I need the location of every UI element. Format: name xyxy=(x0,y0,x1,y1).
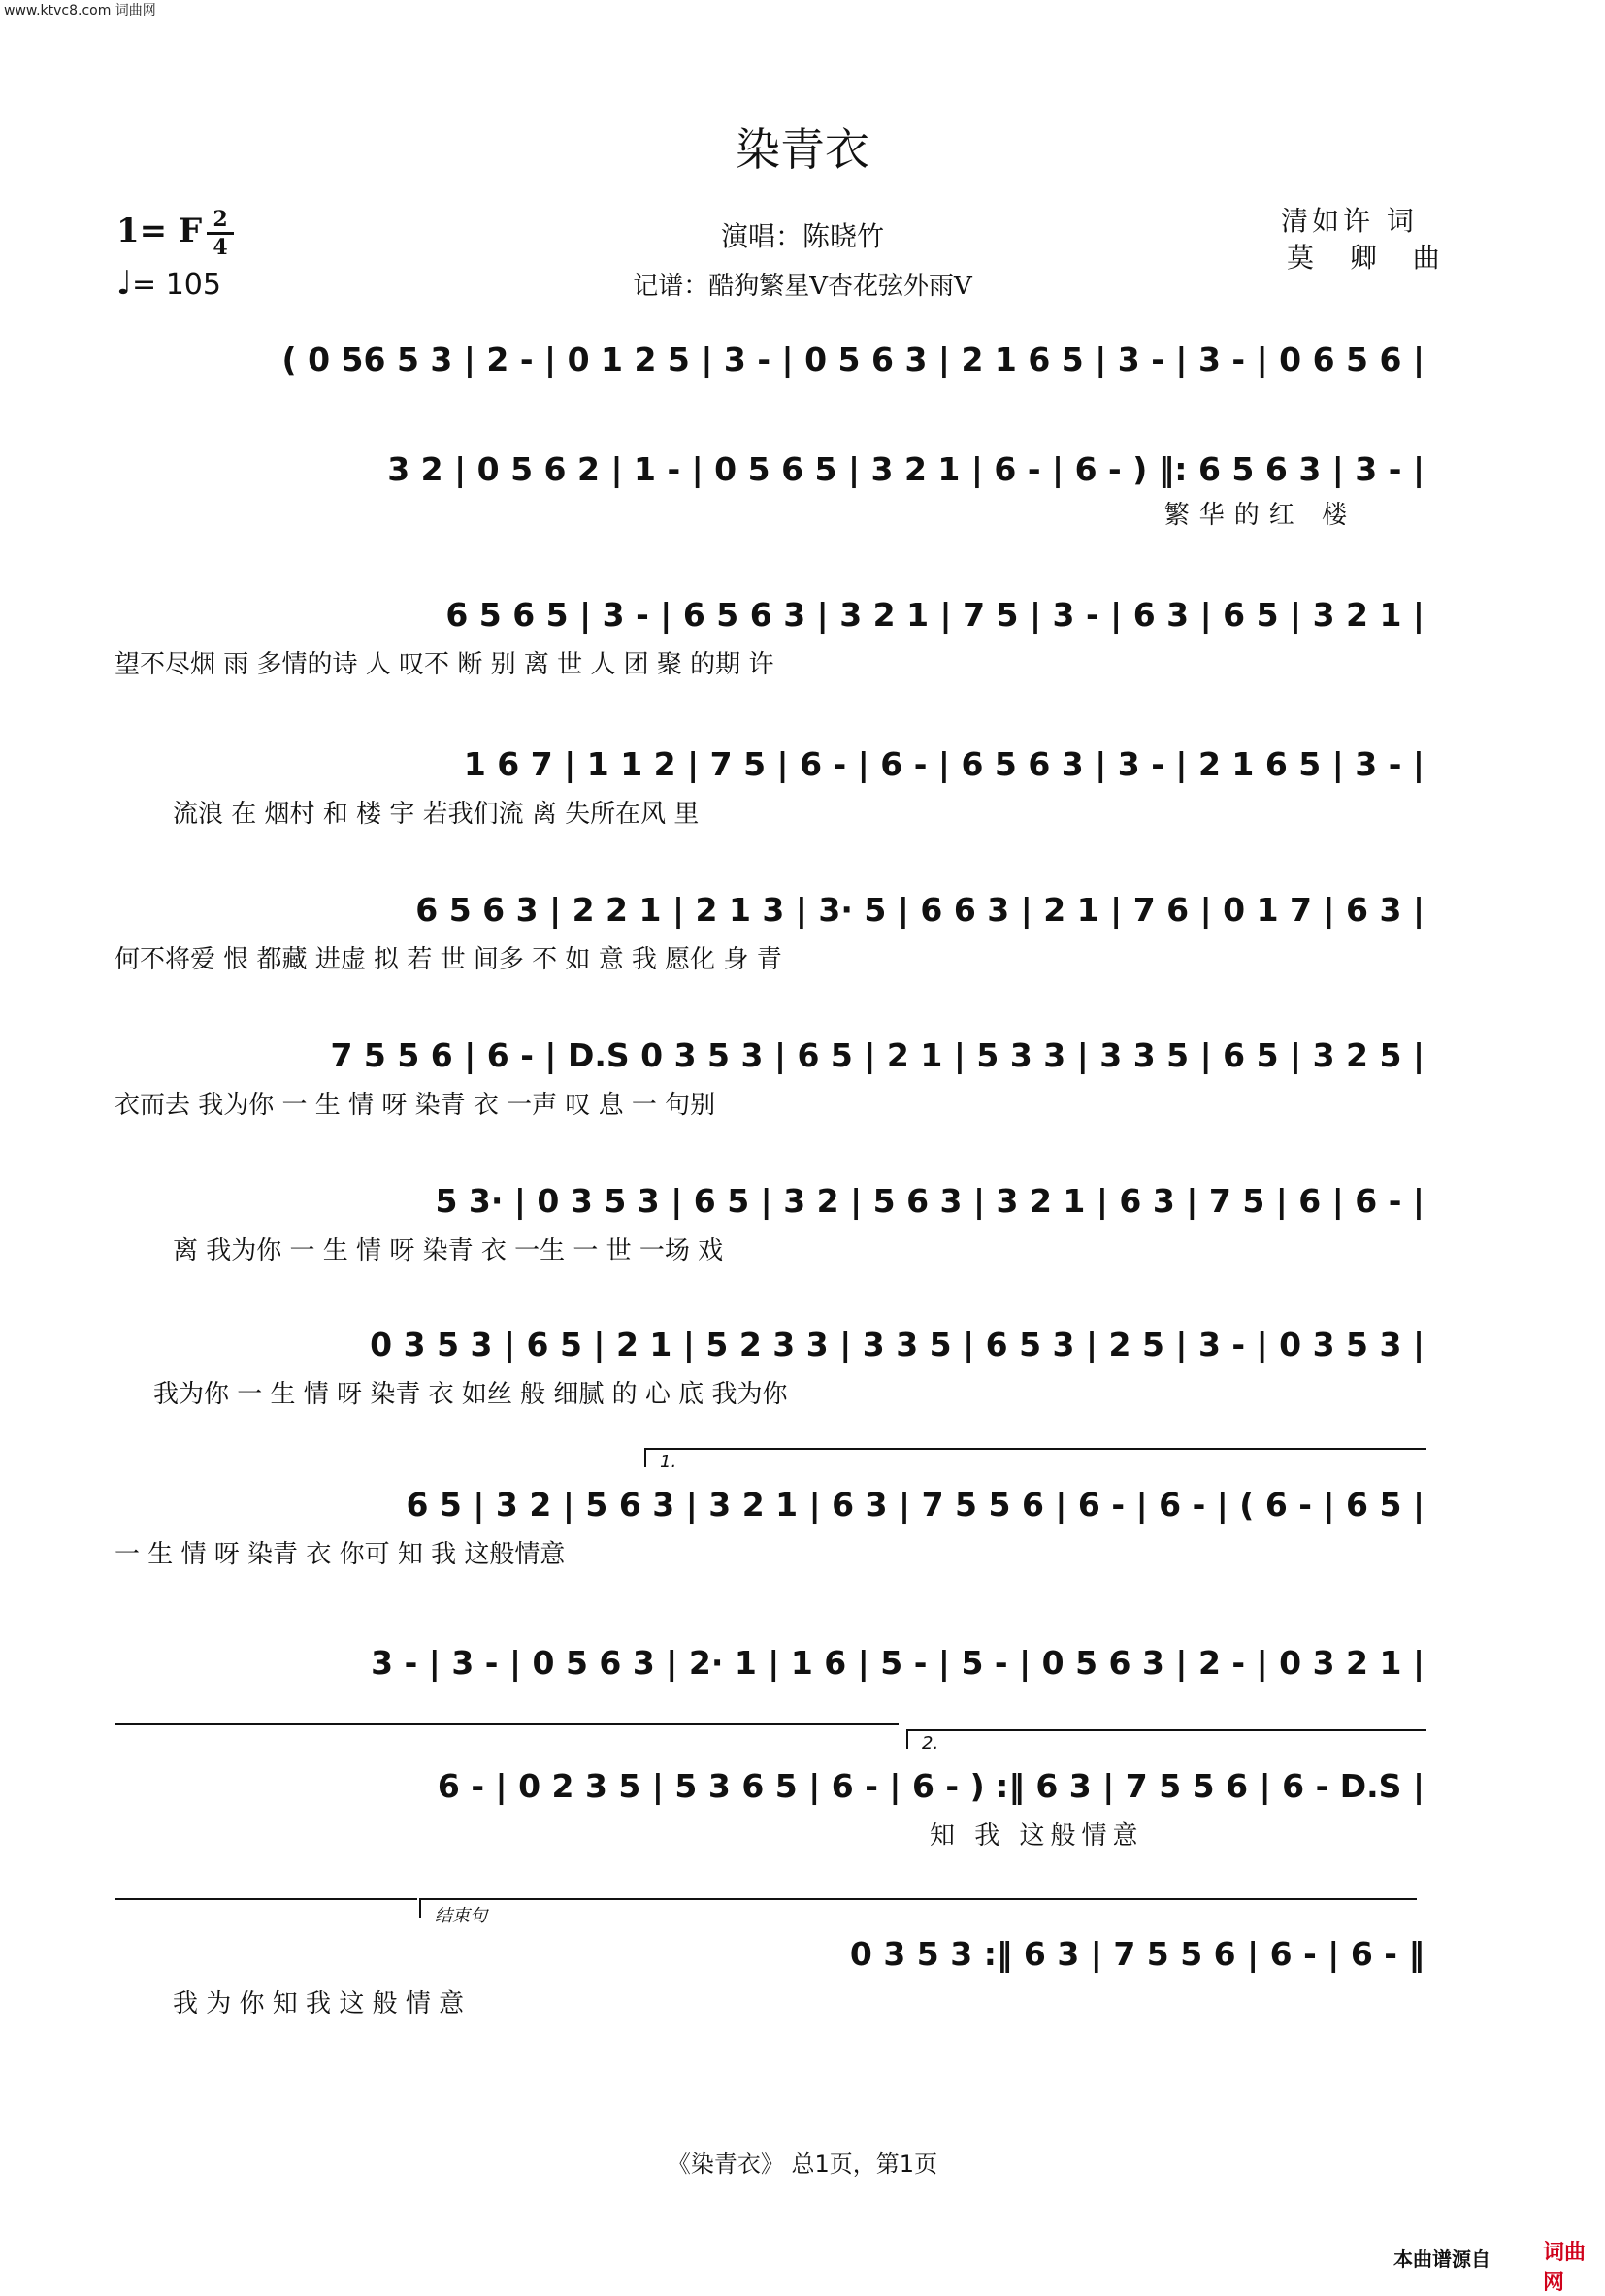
brand-label: 词曲网 xyxy=(1543,2241,1587,2295)
notes-row: 6 5 | 3 2 | 5 6 3 | 3 2 1 | 6 3 | 7 5 5 6 | 6 - | 6 - | ( 6 - | 6 5 | xyxy=(406,1485,1425,1524)
notes-row: 6 5 6 3 | 2 2 1 | 2 1 3 | 3· 5 | 6 6 3 | 2 1 | 7 6 | 0 1 7 | 6 3 | xyxy=(415,890,1425,929)
lyrics-row: 一 生 情 呀 染青 衣 你可 知 我 这般情意 xyxy=(115,1539,566,1569)
notes-row: 7 5 5 6 | 6 - | D.S 0 3 5 3 | 6 5 | 2 1 | 5 3 3 | 3 3 5 | 6 5 | 3 2 5 | xyxy=(330,1035,1425,1074)
notes-row: 6 - | 0 2 3 5 | 5 3 6 5 | 6 - | 6 - ) :‖ 6 3 | 7 5 5 6 | 6 - D.S | xyxy=(437,1766,1425,1805)
lyrics-row: 我 为 你 知 我 这 般 情 意 xyxy=(173,1988,465,2018)
volta-2-label: 2. xyxy=(922,1733,939,1754)
meter-bottom: 4 xyxy=(213,235,228,260)
notes-row: 5 3· | 0 3 5 3 | 6 5 | 3 2 | 5 6 3 | 3 2 1 | 6 3 | 7 5 | 6 | 6 - | xyxy=(435,1181,1425,1220)
notes-row: 3 - | 3 - | 0 5 6 3 | 2· 1 | 1 6 | 5 - | 5 - | 0 5 6 3 | 2 - | 0 3 2 1 | xyxy=(371,1643,1425,1682)
lyrics-row: 我为你 一 生 情 呀 染青 衣 如丝 般 细腻 的 心 底 我为你 xyxy=(153,1379,788,1409)
singer-credit: 演唱：陈晓竹 xyxy=(720,220,884,252)
lyrics-row: 衣而去 我为你 一 生 情 呀 染青 衣 一声 叹 息 一 句别 xyxy=(115,1090,716,1120)
lyrics-row: 流浪 在 烟村 和 楼 宇 若我们流 离 失所在风 里 xyxy=(173,799,700,829)
volta-2-continuation xyxy=(115,1898,417,1918)
notes-row: 1 6 7 | 1 1 2 | 7 5 | 6 - | 6 - | 6 5 6 3 | 3 - | 2 1 6 5 | 3 - | xyxy=(463,744,1425,783)
lyricist-credit: 清如许 词 xyxy=(1281,205,1418,237)
volta-1-label: 1. xyxy=(660,1452,677,1472)
song-title: 染青衣 xyxy=(736,123,869,176)
key-signature: 1= F xyxy=(116,212,203,250)
page-footer: 《染青衣》 总1页，第1页 xyxy=(667,2150,938,2178)
notes-row: 0 3 5 3 | 6 5 | 2 1 | 5 2 3 3 | 3 3 5 | 6 5 3 | 2 5 | 3 - | 0 3 5 3 | xyxy=(370,1325,1425,1363)
lyrics-row: 繁华的红 楼 xyxy=(1163,500,1357,530)
notes-row: 6 5 6 5 | 3 - | 6 5 6 3 | 3 2 1 | 7 5 | 3 - | 6 3 | 6 5 | 3 2 1 | xyxy=(445,595,1425,634)
recorder-credit: 记谱：酷狗繁星V杏花弦外雨V xyxy=(633,272,972,301)
notes-row: ( 0 56 5 3 | 2 - | 0 1 2 5 | 3 - | 0 5 6 3 | 2 1 6 5 | 3 - | 3 - | 0 6 5 6 | xyxy=(281,340,1425,378)
meter-top: 2 xyxy=(213,207,228,232)
notes-row: 0 3 5 3 :‖ 6 3 | 7 5 5 6 | 6 - | 6 - ‖ xyxy=(849,1934,1425,1973)
quarter-note-icon: ♩ xyxy=(116,264,133,303)
site-watermark: www.ktvc8.com 词曲网 xyxy=(4,3,156,18)
ending-bracket xyxy=(419,1898,1417,1926)
lyrics-row: 何不将爱 恨 都藏 进虚 拟 若 世 间多 不 如 意 我 愿化 身 青 xyxy=(115,944,782,974)
composer-credit: 莫 卿 曲 xyxy=(1287,242,1454,274)
volta-1-continuation xyxy=(115,1723,899,1743)
source-label: 本曲谱源自 xyxy=(1393,2247,1490,2271)
notes-row: 3 2 | 0 5 6 2 | 1 - | 0 5 6 5 | 3 2 1 | 6 - | 6 - ) ‖: 6 5 6 3 | 3 - | xyxy=(387,449,1425,488)
ending-label: 结束句 xyxy=(435,1906,487,1926)
volta-2-bracket xyxy=(906,1729,1426,1754)
lyrics-row: 知 我 这般情意 xyxy=(930,1820,1144,1851)
tempo-value: = 105 xyxy=(132,268,221,302)
lyrics-row: 离 我为你 一 生 情 呀 染青 衣 一生 一 世 一场 戏 xyxy=(173,1235,724,1265)
lyrics-row: 望不尽烟 雨 多情的诗 人 叹不 断 别 离 世 人 团 聚 的期 许 xyxy=(115,649,774,679)
volta-1-bracket xyxy=(644,1448,1426,1472)
